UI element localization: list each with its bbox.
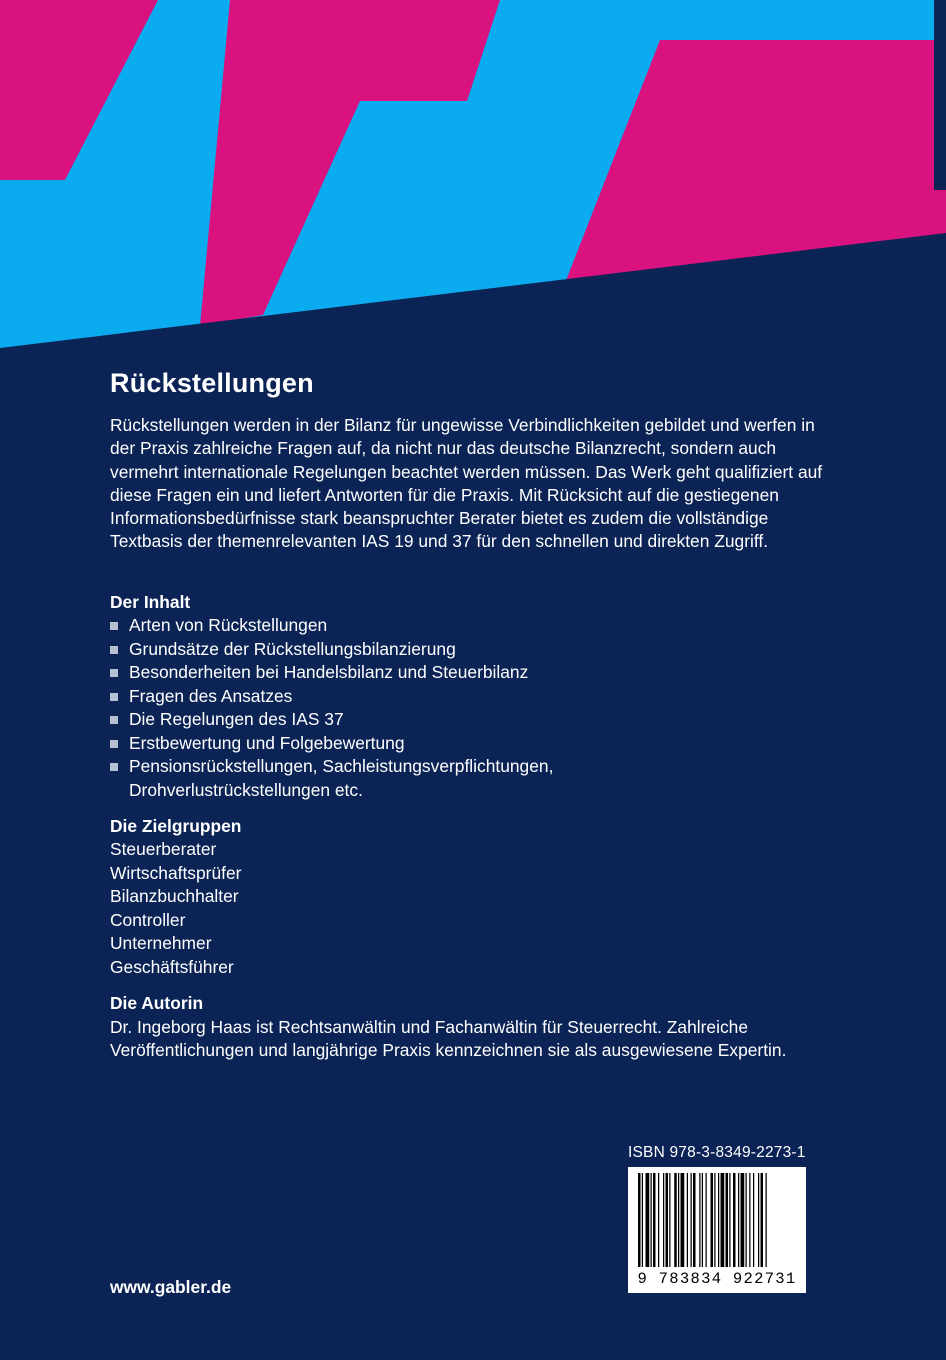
barcode-bar (729, 1173, 730, 1267)
barcode-bar (653, 1173, 656, 1267)
barcode-bar (666, 1173, 669, 1267)
list-item (110, 614, 830, 638)
author-heading: Die Autorin (110, 993, 204, 1013)
list-item (110, 661, 830, 685)
list-item: Wirtschaftsprüfer (110, 862, 242, 883)
barcode-bar (681, 1173, 685, 1267)
square-bullet-icon (110, 622, 118, 630)
square-bullet-icon (110, 740, 118, 748)
barcode-bar (642, 1173, 643, 1267)
barcode-bar (714, 1173, 715, 1267)
barcode-bar (726, 1173, 729, 1267)
barcode-bar (741, 1173, 745, 1267)
list-item (110, 732, 830, 756)
barcode-bar (691, 1173, 692, 1267)
barcode-bar (758, 1173, 759, 1267)
contents-list (110, 614, 830, 802)
list-item (110, 755, 599, 802)
barcode-bar (699, 1173, 700, 1267)
decorative-stripes (0, 0, 946, 360)
book-title: Rückstellungen (110, 368, 314, 398)
barcode-bar (638, 1173, 641, 1267)
barcode-bar (753, 1173, 754, 1267)
square-bullet-icon (110, 693, 118, 701)
isbn-label: ISBN 978-3-8349-2273-1 (628, 1144, 806, 1161)
list-item (110, 638, 830, 662)
publisher-website-link[interactable]: www.gabler.de (110, 1277, 232, 1297)
barcode-bar (651, 1173, 652, 1267)
barcode-bar (721, 1173, 725, 1267)
list-item: Unternehmer (110, 933, 212, 954)
barcode-bar (733, 1173, 736, 1267)
barcode-bar (669, 1173, 670, 1267)
square-bullet-icon (110, 669, 118, 677)
list-item-text: Pensionsrückstellungen, Sachleistungsverpflichtungen, Drohverlustrückstellungen etc. (129, 756, 554, 800)
barcode-bar (678, 1173, 679, 1267)
list-item-text: Erstbewertung und Folgebewertung (129, 732, 405, 753)
list-item-text: Besonderheiten bei Handelsbilanz und Steuerbilanz (129, 662, 529, 682)
list-item: Controller (110, 909, 186, 930)
barcode-bar (718, 1173, 719, 1267)
square-bullet-icon (110, 763, 118, 771)
barcode-bar (761, 1173, 764, 1267)
list-item-text: Arten von Rückstellungen (129, 615, 328, 635)
list-item-text: Fragen des Ansatzes (129, 685, 293, 706)
barcode-bar (738, 1173, 739, 1267)
barcode (628, 1167, 806, 1293)
list-item (110, 685, 830, 709)
contents-heading: Der Inhalt (110, 592, 191, 612)
barcode-bar (749, 1173, 750, 1267)
barcode-bar (693, 1173, 696, 1267)
target-groups-heading: Die Zielgruppen (110, 816, 242, 836)
barcode-bar (674, 1173, 677, 1267)
list-item: Geschäftsführer (110, 956, 234, 977)
list-item: Bilanzbuchhalter (110, 886, 239, 907)
barcode-bar (687, 1173, 688, 1267)
barcode-bar (746, 1173, 747, 1267)
barcode-bar (658, 1173, 659, 1267)
square-bullet-icon (110, 646, 118, 654)
navy-edge-strip (934, 0, 946, 190)
author-paragraph: Dr. Ingeborg Haas ist Rechtsanwältin und Fachanwältin für Steuerrecht. Zahlreiche Veröffentlichungen und langjährige Praxis kennzeichnen sie als ausgewiesene Expertin. (110, 1017, 787, 1061)
barcode-bar (711, 1173, 714, 1267)
barcode-bar (706, 1173, 707, 1267)
list-item: Steuerberater (110, 839, 217, 859)
square-bullet-icon (110, 716, 118, 724)
intro-paragraph: Rückstellungen werden in der Bilanz für ungewisse Verbindlichkeiten gebildet und werfen in der Praxis zahlreiche Fragen auf, da nicht nur das deutsche Bilanzrecht, sondern auch vermehrt internationale Regelungen beachtet werden müssen. Das Werk geht qualifiziert auf diese Fragen ein und liefert Antworten für die Praxis. Mit Rücksicht auf die gestiegenen Informationsbedürfnisse stark beanspruchter Berater bietet es zudem die vollständige Textbasis der themenrelevanten IAS 19 und 37 für den schnellen und direkten Zugriff. (110, 415, 823, 552)
list-item (110, 708, 830, 732)
barcode-digits: 9 783834 922731 (637, 1270, 797, 1288)
target-groups-list (110, 838, 241, 980)
barcode-bar (646, 1173, 650, 1267)
barcode-bar (702, 1173, 703, 1267)
list-item-text: Die Regelungen des IAS 37 (129, 709, 344, 729)
barcode-bar (663, 1173, 664, 1267)
barcode-bar (766, 1173, 767, 1267)
list-item-text: Grundsätze der Rückstellungsbilanzierung (129, 638, 456, 659)
